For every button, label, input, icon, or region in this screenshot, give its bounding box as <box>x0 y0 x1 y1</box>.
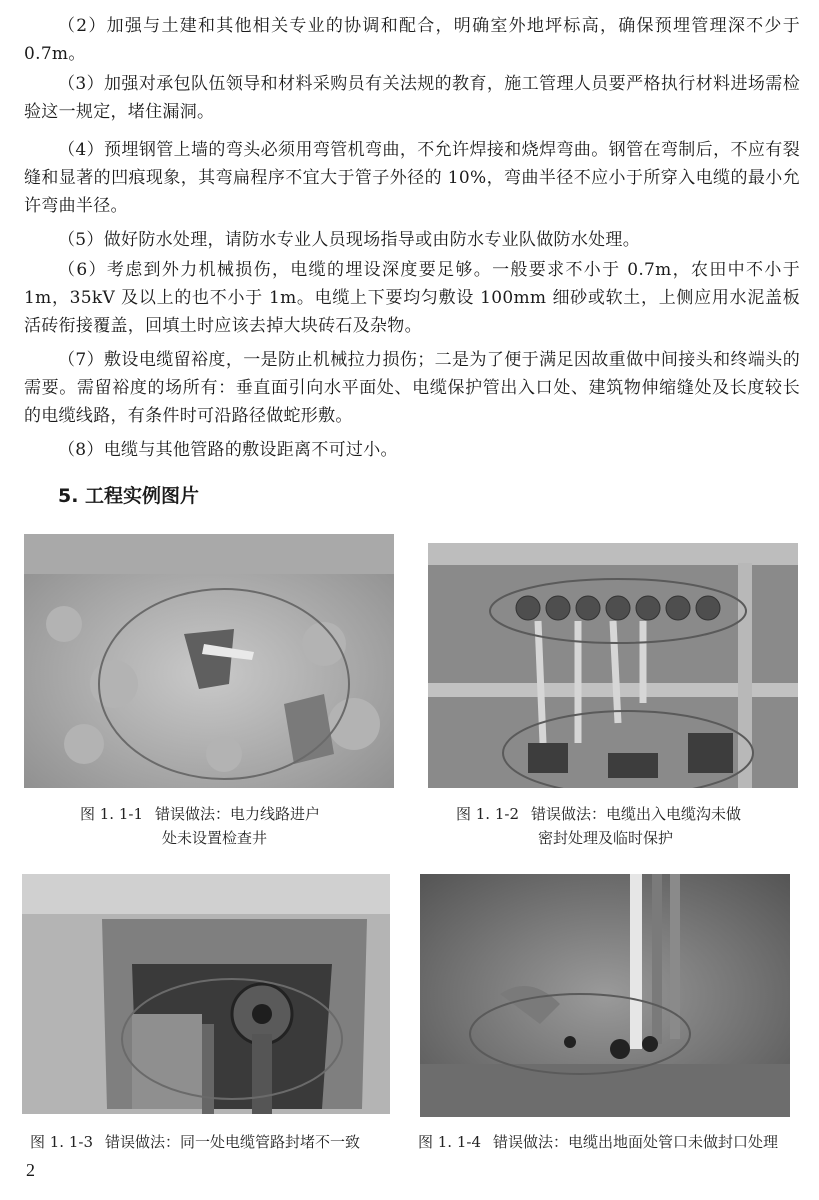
figure-3-number: 图 1. 1-3 <box>30 1133 94 1151</box>
figure-4-number: 图 1. 1-4 <box>418 1133 482 1151</box>
figure-1-caption-line1: 错误做法：电力线路进户 <box>155 805 321 823</box>
figure-3-caption <box>30 1130 400 1154</box>
figure-2-caption <box>456 802 801 850</box>
figure-1-number: 图 1. 1-1 <box>80 805 144 823</box>
figure-4-photo <box>420 874 790 1117</box>
figure-2-photo <box>428 543 798 788</box>
figure-1-caption-line2: 处未设置检查井 <box>162 829 268 847</box>
paragraph-4: （4）预埋钢管上墙的弯头必须用弯管机弯曲，不允许焊接和烧焊弯曲。钢管在弯制后，不应有裂缝和显著的凹痕现象，其弯扁程序不宜大于管子外径的 10%，弯曲半径不应小于所穿入电缆的最小允许弯曲半径。 <box>24 140 800 216</box>
figure-2-caption-line1: 错误做法：电缆出入电缆沟未做 <box>531 805 742 823</box>
figure-4-caption <box>418 1130 798 1154</box>
figure-3-caption-line1: 错误做法：同一处电缆管路封堵不一致 <box>105 1133 361 1151</box>
figure-3-photo <box>22 874 390 1114</box>
paragraph-2: （2）加强与土建和其他相关专业的协调和配合，明确室外地坪标高，确保预埋管理深不少于 0.7m。 <box>24 16 800 64</box>
paragraph-5: （5）做好防水处理，请防水专业人员现场指导或由防水专业队做防水处理。 <box>58 230 641 250</box>
section-heading: 5. 工程实例图片 <box>58 485 200 507</box>
paragraph-7: （7）敷设电缆留裕度，一是防止机械拉力损伤；二是为了便于满足因故重做中间接头和终端头的需要。需留裕度的场所有：垂直面引向水平面处、电缆保护管出入口处、建筑物伸缩缝处及长度较长的电缆线路，有条件时可沿路径做蛇形敷。 <box>24 350 800 426</box>
figure-2-number: 图 1. 1-2 <box>456 805 520 823</box>
figure-4-caption-line1: 错误做法：电缆出地面处管口未做封口处理 <box>493 1133 779 1151</box>
paragraph-3: （3）加强对承包队伍领导和材料采购员有关法规的教育，施工管理人员要严格执行材料进场需检验这一规定，堵住漏洞。 <box>24 74 800 122</box>
paragraph-8: （8）电缆与其他管路的敷设距离不可过小。 <box>58 440 398 460</box>
figure-2-caption-line2: 密封处理及临时保护 <box>538 829 674 847</box>
paragraph-6: （6）考虑到外力机械损伤，电缆的埋设深度要足够。一般要求不小于 0.7m，农田中不小于 1m，35kV 及以上的也不小于 1m。电缆上下要均匀敷设 100mm 细砂或软土，上侧应用水泥盖板活砖衔接覆盖，回填土时应该去掉大块砖石及杂物。 <box>24 260 800 336</box>
figure-1-caption <box>80 802 400 850</box>
page-number: 2 <box>26 1160 35 1180</box>
figure-1-photo <box>24 534 394 788</box>
